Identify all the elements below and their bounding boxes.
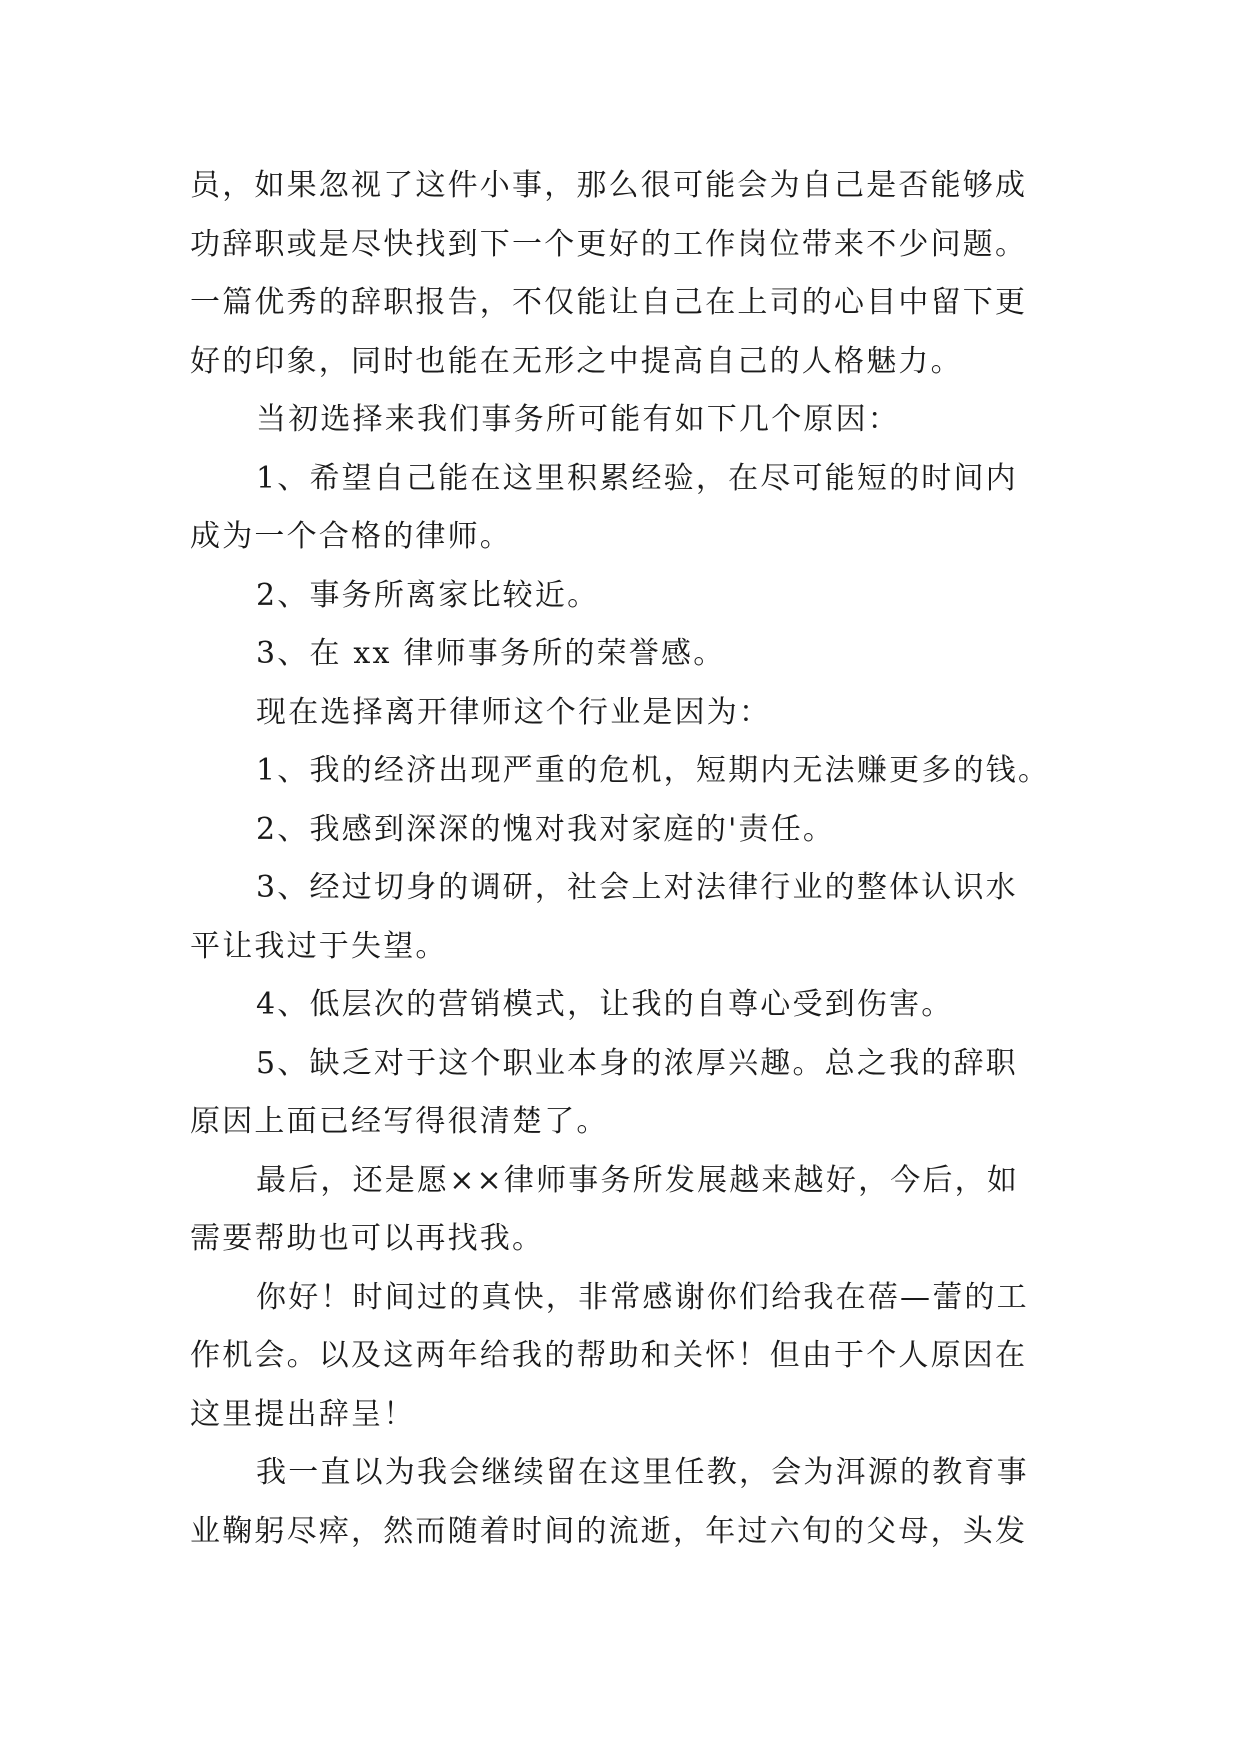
- text-line: 3、在 xx 律师事务所的荣誉感。: [256, 636, 726, 671]
- text-line: 4、低层次的营销模式，让我的自尊心受到伤害。: [256, 987, 954, 1022]
- text-line: 5、缺乏对于这个职业本身的浓厚兴趣。总之我的辞职: [256, 1045, 1018, 1081]
- text-line: 现在选择离开律师这个行业是因为：: [256, 694, 772, 730]
- text-line: 1、希望自己能在这里积累经验，在尽可能短的时间内: [256, 460, 1018, 496]
- text-line: 这里提出辞呈！: [190, 1396, 416, 1432]
- body-text: [190, 157, 1070, 1561]
- text-line: 成为一个合格的律师。: [190, 519, 512, 554]
- text-line: 1、我的经济出现严重的危机，短期内无法赚更多的钱。: [256, 753, 1051, 788]
- text-line: 2、事务所离家比较近。: [256, 577, 600, 613]
- text-line: 2、我感到深深的愧对我对家庭的'责任。: [256, 811, 836, 847]
- text-line: 业鞠躬尽瘁，然而随着时间的流逝，年过六旬的父母，头发: [190, 1513, 1028, 1549]
- text-line: 需要帮助也可以再找我。: [190, 1221, 545, 1256]
- text-line: 最后，还是愿××律师事务所发展越来越好，今后，如: [256, 1162, 1020, 1198]
- text-line: 好的印象，同时也能在无形之中提高自己的人格魅力。: [190, 343, 963, 379]
- text-line: 我一直以为我会继续留在这里任教，会为洱源的教育事: [256, 1455, 1029, 1490]
- text-line: 一篇优秀的辞职报告，不仅能让自己在上司的心目中留下更: [190, 285, 1028, 320]
- text-line: 3、经过切身的调研，社会上对法律行业的整体认识水: [256, 870, 1018, 905]
- text-line: 平让我过于失望。: [190, 928, 448, 964]
- text-line: 功辞职或是尽快找到下一个更好的工作岗位带来不少问题。: [190, 226, 1028, 262]
- text-line: 作机会。以及这两年给我的帮助和关怀！但由于个人原因在: [190, 1338, 1028, 1373]
- text-line: 当初选择来我们事务所可能有如下几个原因：: [256, 402, 900, 437]
- text-line: 你好！时间过的真快，非常感谢你们给我在蓓—蕾的工: [256, 1279, 1029, 1315]
- text-line: 员，如果忽视了这件小事，那么很可能会为自己是否能够成: [190, 168, 1028, 203]
- text-line: 原因上面已经写得很清楚了。: [190, 1104, 609, 1139]
